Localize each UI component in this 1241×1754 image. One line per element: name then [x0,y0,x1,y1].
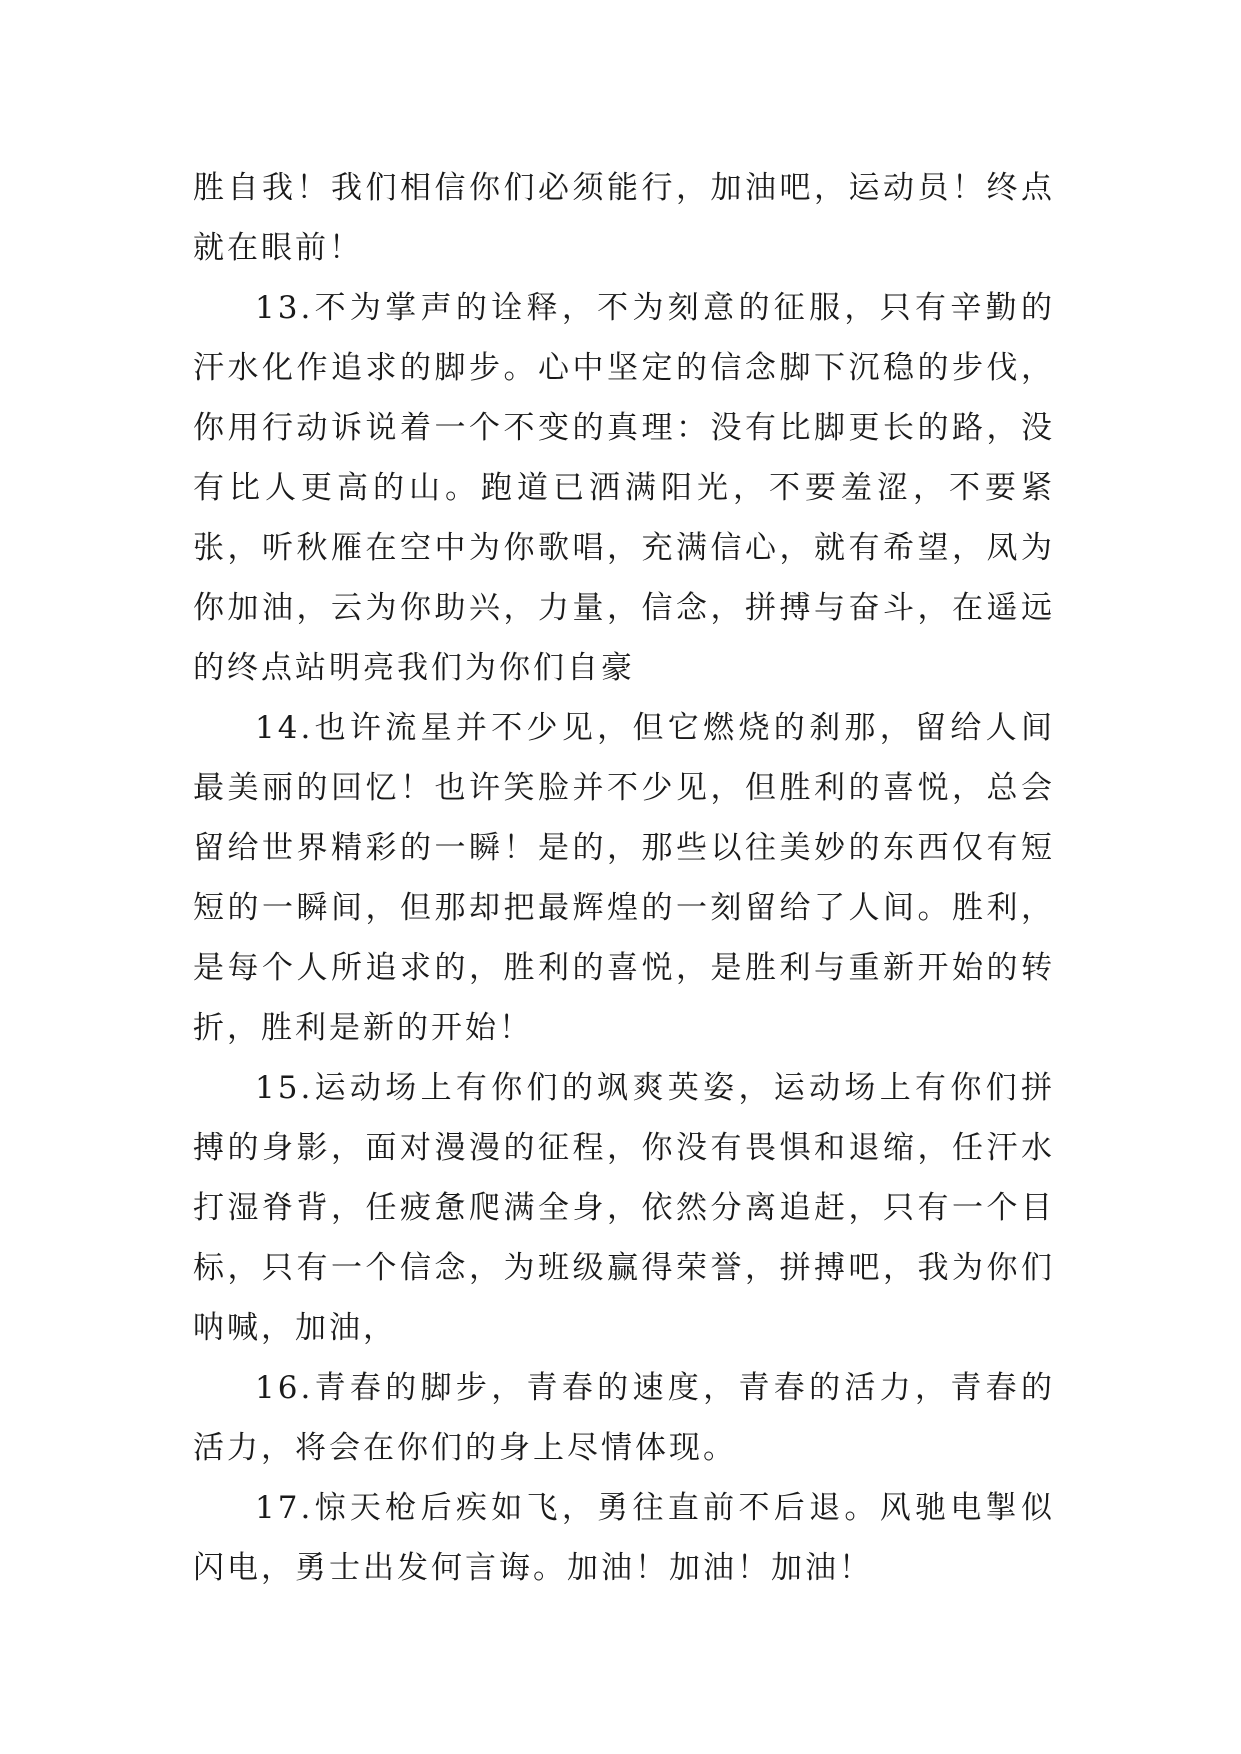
paragraph-continued: 胜自我！我们相信你们必须能行，加油吧，运动员！终点就在眼前！ [193,170,1055,266]
paragraph-17: 17.惊天枪后疾如飞，勇往直前不后退。风驰电掣似闪电，勇士出发何言诲。加油！加油！加油！ [193,1490,1055,1586]
paragraph-13: 13.不为掌声的诠释，不为刻意的征服，只有辛勤的汗水化作追求的脚步。心中坚定的信念脚下沉稳的步伐，你用行动诉说着一个不变的真理：没有比脚更长的路，没有比人更高的山。跑道已洒满阳光，不要羞涩，不要紧张，听秋雁在空中为你歌唱，充满信心，就有希望，凤为你加油，云为你助兴，力量，信念，拼搏与奋斗，在遥远的终点站明亮我们为你们自豪 [193,290,1055,686]
paragraph-15: 15.运动场上有你们的飒爽英姿，运动场上有你们拼搏的身影，面对漫漫的征程，你没有畏惧和退缩，任汗水打湿脊背，任疲惫爬满全身，依然分离追赶，只有一个目标，只有一个信念，为班级赢得荣誉，拼搏吧，我为你们呐喊，加油， [193,1070,1055,1346]
paragraph-16: 16.青春的脚步，青春的速度，青春的活力，青春的活力，将会在你们的身上尽情体现。 [193,1370,1055,1466]
document-body [193,158,1055,1598]
paragraph-14: 14.也许流星并不少见，但它燃烧的刹那，留给人间最美丽的回忆！也许笑脸并不少见，但胜利的喜悦，总会留给世界精彩的一瞬！是的，那些以往美妙的东西仅有短短的一瞬间，但那却把最辉煌的一刻留给了人间。胜利，是每个人所追求的，胜利的喜悦，是胜利与重新开始的转折，胜利是新的开始！ [193,710,1055,1046]
